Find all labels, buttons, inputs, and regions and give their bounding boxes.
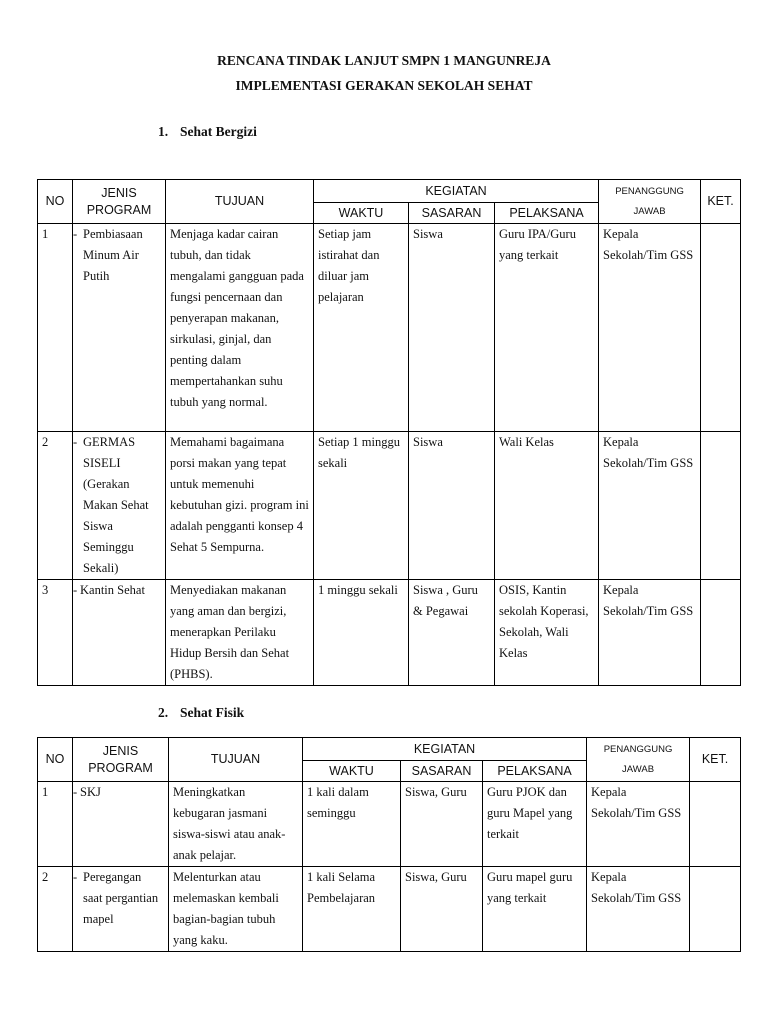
header-pelaksana: PELAKSANA <box>495 203 599 224</box>
program-text: Peregangan saat pergantian mapel <box>83 870 159 926</box>
cell-pelaksana: Guru PJOK dan guru Mapel yang terkait <box>483 782 587 867</box>
cell-waktu: 1 kali Selama Pembelajaran <box>303 867 401 952</box>
cell-ket <box>701 432 741 580</box>
cell-no: 1 <box>38 782 73 867</box>
header-ket: KET. <box>701 180 741 224</box>
table-row <box>38 224 741 432</box>
cell-program: - Peregangan saat pergantian mapel <box>73 867 169 952</box>
cell-tujuan: Melenturkan atau melemaskan kembali bagian-bagian tubuh yang kaku. <box>169 867 303 952</box>
section-title: Sehat Fisik <box>180 705 245 720</box>
header-kegiatan: KEGIATAN <box>314 180 599 203</box>
cell-waktu: Setiap 1 minggu sekali <box>314 432 409 580</box>
program-text: SKJ <box>80 785 101 799</box>
cell-no: 2 <box>38 867 73 952</box>
header-penanggung-jawab: PENANGGUNG JAWAB <box>587 738 690 782</box>
table-row <box>38 432 741 580</box>
cell-program: - Pembiasaan Minum Air Putih <box>73 224 166 432</box>
cell-penanggung-jawab: Kepala Sekolah/Tim GSS <box>599 224 701 432</box>
program-text: GERMAS SISELI (Gerakan Makan Sehat Siswa Seminggu Sekali) <box>83 435 149 575</box>
cell-penanggung-jawab: Kepala Sekolah/Tim GSS <box>587 782 690 867</box>
cell-waktu: 1 minggu sekali <box>314 580 409 686</box>
cell-ket <box>701 224 741 432</box>
cell-sasaran: Siswa <box>409 224 495 432</box>
header-tujuan: TUJUAN <box>166 180 314 224</box>
header-sasaran: SASARAN <box>409 203 495 224</box>
document-title: RENCANA TINDAK LANJUT SMPN 1 MANGUNREJA <box>217 53 551 68</box>
cell-ket <box>690 782 741 867</box>
cell-program: - Kantin Sehat <box>73 580 166 686</box>
header-no: NO <box>38 738 73 782</box>
cell-sasaran: Siswa, Guru <box>401 782 483 867</box>
document-subtitle: IMPLEMENTASI GERAKAN SEKOLAH SEHAT <box>235 78 533 93</box>
cell-sasaran: Siswa <box>409 432 495 580</box>
cell-tujuan: Menyediakan makanan yang aman dan bergizi, menerapkan Perilaku Hidup Bersih dan Sehat (PHBS). <box>166 580 314 686</box>
section-heading-sehat-bergizi <box>158 124 257 140</box>
header-waktu: WAKTU <box>314 203 409 224</box>
program-text: Pembiasaan Minum Air Putih <box>83 227 143 283</box>
cell-waktu: Setiap jam istirahat dan diluar jam pelajaran <box>314 224 409 432</box>
header-pelaksana: PELAKSANA <box>483 761 587 782</box>
section-heading-sehat-fisik <box>158 705 244 721</box>
cell-pelaksana: Wali Kelas <box>495 432 599 580</box>
header-sasaran: SASARAN <box>401 761 483 782</box>
header-jenis-program: JENIS PROGRAM <box>73 180 166 224</box>
cell-penanggung-jawab: Kepala Sekolah/Tim GSS <box>599 580 701 686</box>
header-kegiatan: KEGIATAN <box>303 738 587 761</box>
cell-program: - SKJ <box>73 782 169 867</box>
header-ket: KET. <box>690 738 741 782</box>
header-jenis-program: JENIS PROGRAM <box>73 738 169 782</box>
table-sehat-bergizi <box>37 179 741 686</box>
section-number: 1. <box>158 124 169 139</box>
table-sehat-fisik <box>37 737 741 952</box>
table-row <box>38 867 741 952</box>
header-no: NO <box>38 180 73 224</box>
section-title: Sehat Bergizi <box>180 124 257 139</box>
cell-ket <box>701 580 741 686</box>
cell-penanggung-jawab: Kepala Sekolah/Tim GSS <box>599 432 701 580</box>
cell-waktu: 1 kali dalam seminggu <box>303 782 401 867</box>
cell-pelaksana: Guru IPA/Guru yang terkait <box>495 224 599 432</box>
header-tujuan: TUJUAN <box>169 738 303 782</box>
cell-pelaksana: OSIS, Kantin sekolah Koperasi, Sekolah, Wali Kelas <box>495 580 599 686</box>
cell-no: 3 <box>38 580 73 686</box>
cell-no: 2 <box>38 432 73 580</box>
header-penanggung-jawab: PENANGGUNG JAWAB <box>599 180 701 224</box>
table-row <box>38 580 741 686</box>
cell-penanggung-jawab: Kepala Sekolah/Tim GSS <box>587 867 690 952</box>
cell-tujuan: Meningkatkan kebugaran jasmani siswa-siswi atau anak-anak pelajar. <box>169 782 303 867</box>
cell-tujuan: Memahami bagaimana porsi makan yang tepat untuk memenuhi kebutuhan gizi. program ini adalah pengganti konsep 4 Sehat 5 Sempurna. <box>166 432 314 580</box>
table-row <box>38 782 741 867</box>
cell-pelaksana: Guru mapel guru yang terkait <box>483 867 587 952</box>
cell-sasaran: Siswa, Guru <box>401 867 483 952</box>
program-text: Kantin Sehat <box>80 583 145 597</box>
cell-sasaran: Siswa , Guru & Pegawai <box>409 580 495 686</box>
cell-program: - GERMAS SISELI (Gerakan Makan Sehat Siswa Seminggu Sekali) <box>73 432 166 580</box>
cell-no: 1 <box>38 224 73 432</box>
section-number: 2. <box>158 705 169 720</box>
cell-ket <box>690 867 741 952</box>
header-waktu: WAKTU <box>303 761 401 782</box>
cell-tujuan: Menjaga kadar cairan tubuh, dan tidak mengalami gangguan pada fungsi pencernaan dan penyerapan makanan, sirkulasi, ginjal, dan penting dalam mempertahankan suhu tubuh yang normal. <box>166 224 314 432</box>
